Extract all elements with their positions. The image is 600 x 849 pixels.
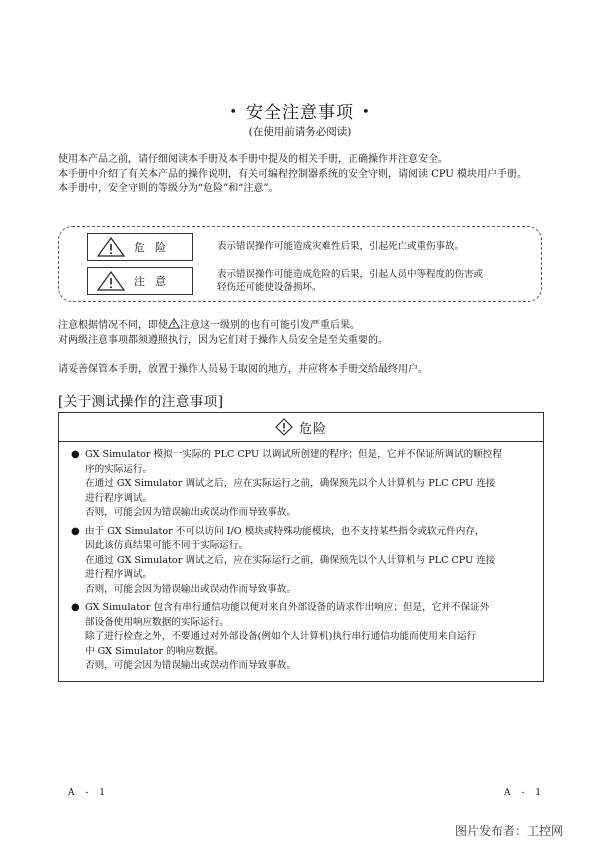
item-line: 在通过 GX Simulator 调试之后，应在实际运行之前，确保预先以个人计算机与 PLC CPU 连接 xyxy=(85,478,496,489)
item-line: 在通过 GX Simulator 调试之后，应在实际运行之前，确保预先以个人计算机与 PLC CPU 连接 xyxy=(85,554,496,566)
danger-box xyxy=(58,412,544,682)
danger-description: 表示错误操作可能造成灾难性后果，引起死亡或重伤事故。 xyxy=(217,241,465,252)
item-line: 由于 GX Simulator 不可以访问 I/O 模块或特殊功能模块，也不支持某些指令或软元件内存， xyxy=(85,525,485,537)
danger-sign xyxy=(87,233,193,261)
intro-paragraph xyxy=(58,153,546,197)
note-line: 对两级注意事项都须遵照执行，因为它们对于操作人员安全是至关重要的。 xyxy=(58,335,388,346)
warning-triangle-icon xyxy=(96,236,126,258)
caution-description xyxy=(217,268,517,294)
item-line: GX Simulator 模拟一实际的 PLC CPU 以调试所创建的程序；但是，它并不保证所调试的顺控程 xyxy=(85,449,502,460)
warning-triangle-icon xyxy=(168,318,180,329)
danger-box-header xyxy=(59,413,543,442)
page-number-right: A - 1 xyxy=(504,788,545,798)
list-item xyxy=(71,525,533,598)
watermark: 图片发布者：工控网 xyxy=(455,824,564,838)
list-item xyxy=(71,448,533,521)
safety-level-legend xyxy=(58,226,542,302)
note-text: 注意这一级别的也有可能引发严重后果。 xyxy=(180,320,360,331)
bullet-dot: ● xyxy=(71,525,80,537)
list-item xyxy=(71,601,533,674)
note-line xyxy=(58,318,548,333)
caution-label: 注意 xyxy=(134,275,176,288)
caution-sign xyxy=(87,267,193,295)
item-line: 部设备使用响应数据的实际运行。 xyxy=(85,616,229,628)
intro-line: 本手册中介绍了有关本产品的操作说明，有关可编程控制器系统的安全守则，请阅读 CPU 模块用户手册。 xyxy=(58,168,527,180)
item-line: 序的实际运行。 xyxy=(85,463,153,475)
item-line: 进行程序调试。 xyxy=(85,492,153,504)
item-line: 除了进行检查之外，不要通过对外部设备(例如个人计算机)执行串行通信功能而使用来自运行 xyxy=(85,631,477,642)
legend-row-danger xyxy=(87,233,527,261)
page-subtitle: (在使用前请务必阅读) xyxy=(248,126,352,138)
intro-line: 本手册中，安全守则的等级分为“危险”和“注意”。 xyxy=(58,183,279,194)
bullet-dot: ● xyxy=(71,449,80,460)
warning-triangle-icon xyxy=(96,270,126,292)
note-line: 请妥善保管本手册，放置于操作人员易于取阅的地方，并应将本手册交给最终用户。 xyxy=(58,364,428,375)
section-heading: [关于测试操作的注意事项] xyxy=(58,394,224,410)
page-title xyxy=(0,98,600,123)
title-bullet-left: • xyxy=(229,105,238,120)
danger-box-body xyxy=(59,442,543,674)
bullet-dot: ● xyxy=(71,602,80,613)
item-line: 否则，可能会因为错误输出或误动作而导致事故。 xyxy=(85,583,297,595)
item-line: GX Simulator 包含有串行通信功能以便对来自外部设备的请求作出响应；但是，它并不保证外 xyxy=(85,602,490,613)
intro-line: 使用本产品之前，请仔细阅读本手册及本手册中提及的相关手册，正确操作并注意安全。 xyxy=(58,154,448,165)
note-text: 注意根据情况不同，即使 xyxy=(58,320,168,331)
page-number-left: A - 1 xyxy=(68,788,109,798)
caution-description-line: 轻伤还可能使设备损坏。 xyxy=(217,282,322,293)
item-line: 否则，可能会因为错误输出或误动作而导致事故。 xyxy=(85,660,297,671)
danger-diamond-icon xyxy=(275,418,293,436)
legend-row-caution xyxy=(87,267,527,295)
title-text: 安全注意事项 xyxy=(246,103,354,123)
item-line: 进行程序调试。 xyxy=(85,569,153,580)
caution-description-line: 表示错误操作可能造成危险的后果，引起人员中等程度的伤害或 xyxy=(217,269,484,280)
notes-paragraph xyxy=(58,318,548,377)
item-line: 因此该仿真结果可能不同于实际运行。 xyxy=(85,540,249,551)
title-bullet-right: • xyxy=(362,105,371,120)
danger-label: 危险 xyxy=(134,241,176,254)
item-line: 否则，可能会因为错误输出或误动作而导致事故。 xyxy=(85,507,297,518)
danger-box-title: 危险 xyxy=(298,421,327,437)
item-line: 中 GX Simulator 的响应数据。 xyxy=(85,645,224,657)
